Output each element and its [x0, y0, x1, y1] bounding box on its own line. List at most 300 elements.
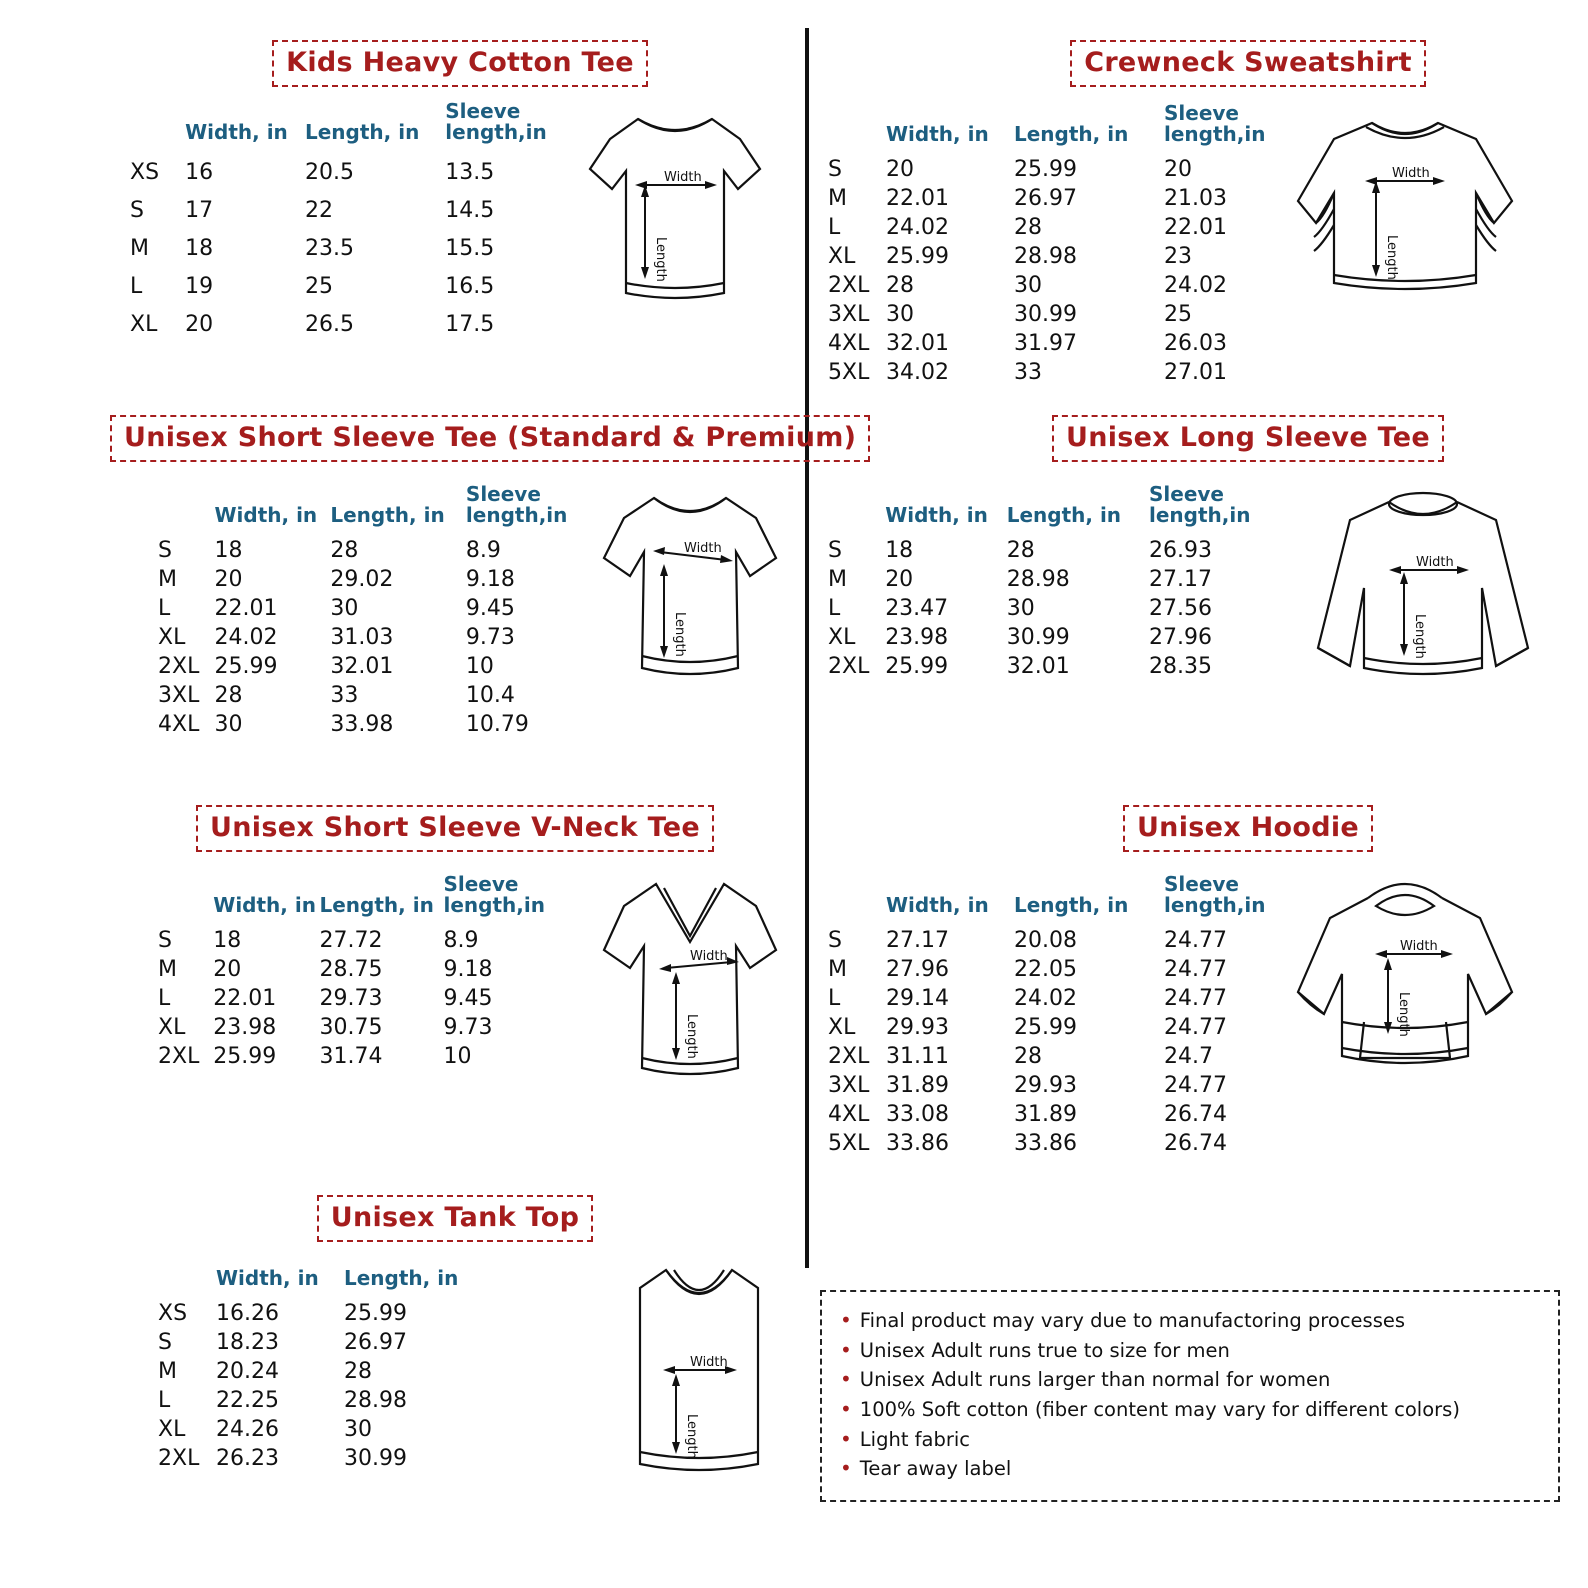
- cell-size: S: [158, 538, 172, 563]
- cell-size: 3XL: [828, 1073, 870, 1098]
- cell-sleeve: 16.5: [445, 273, 495, 299]
- table-row: [158, 623, 574, 652]
- cell-sleeve: 21.03: [1164, 186, 1227, 211]
- cell-size: XL: [828, 625, 856, 650]
- chart-kids-heavy-cotton-tee: [130, 40, 790, 343]
- cell-sleeve: 10: [443, 1044, 472, 1069]
- table-row: [828, 1042, 1274, 1071]
- table-row: [158, 565, 574, 594]
- cell-size: M: [158, 957, 177, 982]
- cell-sleeve: 20: [1164, 157, 1192, 182]
- bullet-icon: •: [840, 1426, 852, 1451]
- size-table: [130, 101, 554, 343]
- size-table: [828, 874, 1274, 1158]
- cell-width: 30: [214, 712, 243, 737]
- cell-sleeve: 15.5: [445, 235, 495, 261]
- table-row: [828, 1129, 1274, 1158]
- table-header-row: [828, 103, 1274, 155]
- cell-sleeve: 26.03: [1164, 331, 1227, 356]
- tshirt-illustration: [580, 472, 800, 701]
- cell-width: 29.93: [886, 1015, 949, 1040]
- cell-sleeve: 9.18: [443, 957, 493, 982]
- cell-width: 27.96: [886, 957, 949, 982]
- cell-width: 33.08: [886, 1102, 949, 1127]
- col-width: Width, in: [885, 503, 988, 527]
- cell-length: 28.75: [319, 957, 383, 982]
- cell-width: 32.01: [886, 331, 949, 356]
- cell-width: 26.23: [216, 1446, 279, 1471]
- cell-length: 28: [344, 1359, 372, 1384]
- figure-length-label: Length: [672, 612, 687, 657]
- col-size: [158, 1268, 216, 1299]
- figure-length-label: Length: [684, 1414, 699, 1459]
- figure-width-label: Width: [664, 170, 702, 185]
- note-text: Light fabric: [859, 1427, 971, 1451]
- cell-width: 31.11: [886, 1044, 949, 1069]
- table-row: [828, 184, 1274, 213]
- table-row: [158, 594, 574, 623]
- cell-length: 22.05: [1014, 957, 1077, 982]
- cell-width: 19: [185, 273, 214, 299]
- cell-length: 33: [1014, 360, 1042, 385]
- table-row: [828, 1013, 1274, 1042]
- chart-title: Unisex Tank Top: [317, 1195, 594, 1242]
- cell-width: 18: [214, 538, 243, 563]
- cell-length: 31.89: [1014, 1102, 1077, 1127]
- col-size: [828, 874, 886, 926]
- cell-width: 28: [214, 683, 243, 708]
- table-row: [828, 358, 1274, 387]
- figure-length-label: Length: [653, 237, 668, 282]
- cell-width: 16: [185, 159, 214, 185]
- cell-sleeve: 24.77: [1164, 986, 1227, 1011]
- sweatshirt-illustration: [1280, 97, 1530, 331]
- note-text: 100% Soft cotton (fiber content may vary for different colors): [859, 1397, 1460, 1421]
- cell-size: XL: [828, 244, 856, 269]
- col-size: [158, 484, 214, 536]
- table-row: [158, 1444, 494, 1473]
- table-row: [828, 565, 1258, 594]
- table-row: [828, 984, 1274, 1013]
- col-width: Width, in: [886, 893, 989, 917]
- notes-box: [820, 1290, 1560, 1502]
- cell-sleeve: 22.01: [1164, 215, 1227, 240]
- hoodie-illustration: [1280, 862, 1530, 1106]
- cell-length: 28.98: [1014, 244, 1077, 269]
- cell-length: 30.99: [1014, 302, 1077, 327]
- col-sleeve: Sleeve length,in: [1164, 872, 1266, 917]
- col-length: Length, in: [1006, 503, 1122, 527]
- cell-size: 5XL: [828, 360, 870, 385]
- table-row: [158, 536, 574, 565]
- table-row: [158, 652, 574, 681]
- size-table: [828, 103, 1274, 387]
- table-row: [828, 536, 1258, 565]
- cell-width: 24.02: [886, 215, 949, 240]
- cell-sleeve: 27.56: [1149, 596, 1212, 621]
- chart-title: Kids Heavy Cotton Tee: [272, 40, 648, 87]
- bullet-icon: •: [840, 1456, 852, 1481]
- cell-sleeve: 13.5: [445, 159, 495, 185]
- cell-length: 25: [304, 273, 333, 299]
- table-row: [158, 1042, 550, 1071]
- col-width: Width, in: [213, 893, 316, 917]
- cell-size: L: [828, 215, 841, 240]
- figure-length-label: Length: [1412, 614, 1427, 659]
- note-item: [840, 1395, 1540, 1425]
- table-row: [158, 1013, 550, 1042]
- table-row: [158, 1415, 494, 1444]
- cell-width: 20: [214, 567, 243, 592]
- cell-size: 2XL: [158, 654, 200, 679]
- cell-sleeve: 27.96: [1149, 625, 1212, 650]
- cell-width: 17: [185, 197, 214, 223]
- cell-size: 4XL: [158, 712, 200, 737]
- cell-length: 29.93: [1014, 1073, 1077, 1098]
- col-sleeve: Sleeve length,in: [1164, 101, 1266, 146]
- cell-size: XL: [158, 625, 186, 650]
- note-text: Unisex Adult runs true to size for men: [859, 1338, 1230, 1362]
- cell-width: 20: [885, 567, 914, 592]
- figure-width-label: Width: [1416, 555, 1454, 570]
- cell-sleeve: 24.77: [1164, 1073, 1227, 1098]
- cell-length: 29.02: [330, 567, 394, 592]
- cell-sleeve: 10: [465, 654, 494, 679]
- cell-size: M: [158, 1359, 177, 1384]
- table-header-row: [828, 484, 1258, 536]
- cell-size: 2XL: [158, 1044, 200, 1069]
- cell-size: XS: [158, 1301, 188, 1326]
- cell-width: 23.47: [885, 596, 949, 621]
- cell-size: XL: [158, 1015, 186, 1040]
- cell-size: L: [158, 986, 171, 1011]
- note-item: [840, 1425, 1540, 1455]
- cell-width: 33.86: [886, 1131, 949, 1156]
- cell-size: S: [828, 157, 842, 182]
- cell-width: 20: [886, 157, 914, 182]
- cell-sleeve: 27.17: [1149, 567, 1212, 592]
- cell-width: 22.01: [213, 986, 277, 1011]
- vneck-tshirt-illustration: [580, 862, 800, 1101]
- chart-title: Unisex Short Sleeve V-Neck Tee: [196, 805, 714, 852]
- col-size: [158, 874, 213, 926]
- cell-sleeve: 25: [1164, 302, 1192, 327]
- cell-size: M: [158, 567, 177, 592]
- cell-size: S: [828, 928, 842, 953]
- cell-size: 2XL: [158, 1446, 200, 1471]
- cell-length: 29.73: [319, 986, 383, 1011]
- cell-width: 25.99: [886, 244, 949, 269]
- vertical-divider: [805, 28, 809, 1268]
- figure-width-label: Width: [690, 949, 728, 964]
- cell-size: M: [828, 957, 847, 982]
- cell-length: 26.97: [344, 1330, 407, 1355]
- cell-width: 18: [185, 235, 214, 261]
- cell-length: 30: [1014, 273, 1042, 298]
- table-row: [828, 329, 1274, 358]
- table-row: [828, 955, 1274, 984]
- cell-width: 23.98: [213, 1015, 277, 1040]
- cell-sleeve: 24.77: [1164, 1015, 1227, 1040]
- col-length: Length, in: [1014, 893, 1129, 917]
- cell-size: XL: [158, 1417, 186, 1442]
- cell-size: XL: [828, 1015, 856, 1040]
- tanktop-illustration: [604, 1252, 794, 1491]
- cell-size: M: [130, 235, 149, 261]
- figure-width-label: Width: [1392, 166, 1430, 181]
- cell-length: 33.98: [330, 712, 394, 737]
- cell-length: 33.86: [1014, 1131, 1077, 1156]
- cell-width: 18: [213, 928, 242, 953]
- cell-length: 28: [1006, 538, 1035, 563]
- cell-size: 2XL: [828, 1044, 870, 1069]
- cell-width: 20: [185, 311, 214, 337]
- table-row: [158, 1328, 494, 1357]
- cell-size: S: [158, 1330, 172, 1355]
- cell-size: S: [828, 538, 842, 563]
- cell-length: 20.5: [304, 159, 354, 185]
- cell-size: S: [158, 928, 172, 953]
- cell-size: 4XL: [828, 331, 870, 356]
- chart-unisex-short-sleeve-tee: [110, 415, 857, 739]
- cell-sleeve: 24.77: [1164, 957, 1227, 982]
- table-row: [130, 267, 554, 305]
- table-row: [828, 213, 1274, 242]
- cell-length: 31.97: [1014, 331, 1077, 356]
- cell-sleeve: 24.7: [1164, 1044, 1213, 1069]
- cell-size: L: [130, 273, 143, 299]
- cell-length: 30: [1006, 596, 1035, 621]
- col-sleeve: Sleeve length,in: [465, 482, 568, 527]
- col-width: Width, in: [185, 120, 288, 144]
- cell-width: 27.17: [886, 928, 949, 953]
- table-row: [130, 229, 554, 267]
- figure-length-label: Length: [1384, 235, 1399, 280]
- cell-sleeve: 26.74: [1164, 1131, 1227, 1156]
- cell-sleeve: 23: [1164, 244, 1192, 269]
- cell-length: 26.97: [1014, 186, 1077, 211]
- cell-width: 24.02: [214, 625, 278, 650]
- cell-sleeve: 24.77: [1164, 928, 1227, 953]
- cell-width: 30: [886, 302, 914, 327]
- cell-sleeve: 14.5: [445, 197, 495, 223]
- cell-sleeve: 9.18: [465, 567, 515, 592]
- cell-length: 30.75: [319, 1015, 383, 1040]
- cell-width: 25.99: [213, 1044, 277, 1069]
- table-header-row: [828, 874, 1274, 926]
- cell-sleeve: 10.4: [465, 683, 515, 708]
- table-row: [158, 1386, 494, 1415]
- table-header-row: [158, 484, 574, 536]
- cell-width: 24.26: [216, 1417, 279, 1442]
- chart-unisex-short-sleeve-v-neck-tee: [110, 805, 800, 1101]
- col-length: Length, in: [304, 120, 420, 144]
- table-row: [828, 271, 1274, 300]
- cell-sleeve: 9.45: [443, 986, 493, 1011]
- table-row: [828, 300, 1274, 329]
- table-row: [158, 1299, 494, 1328]
- cell-length: 28: [1014, 1044, 1042, 1069]
- figure-length-label: Length: [684, 1014, 699, 1059]
- table-row: [828, 926, 1274, 955]
- chart-unisex-long-sleeve-tee: [828, 415, 1548, 706]
- col-width: Width, in: [216, 1266, 319, 1290]
- cell-length: 31.74: [319, 1044, 383, 1069]
- cell-width: 18.23: [216, 1330, 279, 1355]
- cell-size: 5XL: [828, 1131, 870, 1156]
- note-text: Unisex Adult runs larger than normal for women: [859, 1368, 1331, 1392]
- chart-unisex-hoodie: [828, 805, 1548, 1158]
- cell-sleeve: 9.73: [465, 625, 515, 650]
- cell-sleeve: 17.5: [445, 311, 495, 337]
- table-row: [158, 681, 574, 710]
- table-row: [828, 242, 1274, 271]
- cell-size: 2XL: [828, 654, 870, 679]
- table-row: [828, 155, 1274, 184]
- cell-length: 31.03: [330, 625, 394, 650]
- cell-sleeve: 26.74: [1164, 1102, 1227, 1127]
- col-length: Length, in: [1014, 122, 1129, 146]
- cell-length: 30: [330, 596, 359, 621]
- cell-width: 34.02: [886, 360, 949, 385]
- size-table: [828, 484, 1258, 681]
- col-length: Length, in: [330, 503, 445, 527]
- cell-width: 22.25: [216, 1388, 279, 1413]
- chart-unisex-tank-top: [110, 1195, 800, 1491]
- cell-width: 20: [213, 957, 242, 982]
- col-width: Width, in: [214, 503, 318, 527]
- cell-length: 27.72: [319, 928, 383, 953]
- table-header-row: [158, 1268, 494, 1299]
- cell-sleeve: 9.73: [443, 1015, 493, 1040]
- cell-sleeve: 8.9: [443, 928, 479, 953]
- table-row: [828, 594, 1258, 623]
- bullet-icon: •: [840, 1308, 852, 1332]
- cell-size: 4XL: [828, 1102, 870, 1127]
- cell-width: 20.24: [216, 1359, 279, 1384]
- cell-length: 25.99: [1014, 157, 1077, 182]
- table-row: [158, 955, 550, 984]
- col-sleeve: Sleeve length,in: [1149, 482, 1251, 527]
- chart-title: Unisex Short Sleeve Tee (Standard & Premium): [110, 415, 870, 462]
- table-row: [158, 1357, 494, 1386]
- cell-size: S: [130, 197, 144, 223]
- longsleeve-illustration: [1298, 472, 1548, 706]
- cell-width: 22.01: [214, 596, 278, 621]
- cell-length: 25.99: [1014, 1015, 1077, 1040]
- cell-size: L: [828, 596, 841, 621]
- cell-length: 23.5: [304, 235, 354, 261]
- note-item: [840, 1365, 1540, 1395]
- note-text: Final product may vary due to manufactoring processes: [859, 1309, 1406, 1332]
- chart-title: Crewneck Sweatshirt: [1070, 40, 1426, 87]
- cell-width: 31.89: [886, 1073, 949, 1098]
- col-sleeve: Sleeve length,in: [445, 99, 547, 144]
- cell-length: 28: [330, 538, 359, 563]
- cell-sleeve: 9.45: [465, 596, 515, 621]
- cell-width: 18: [885, 538, 914, 563]
- cell-length: 20.08: [1014, 928, 1077, 953]
- col-width: Width, in: [886, 122, 989, 146]
- cell-size: 2XL: [828, 273, 870, 298]
- cell-size: L: [158, 596, 171, 621]
- cell-size: M: [828, 186, 847, 211]
- cell-length: 28.98: [344, 1388, 407, 1413]
- size-table: [158, 874, 550, 1071]
- cell-length: 33: [330, 683, 359, 708]
- table-row: [158, 926, 550, 955]
- cell-sleeve: 26.93: [1149, 538, 1212, 563]
- chart-crewneck-sweatshirt: [828, 40, 1548, 387]
- cell-width: 22.01: [886, 186, 949, 211]
- chart-title: Unisex Long Sleeve Tee: [1052, 415, 1444, 462]
- table-row: [130, 153, 554, 191]
- cell-size: 3XL: [828, 302, 870, 327]
- col-size: [828, 484, 885, 536]
- cell-width: 28: [886, 273, 914, 298]
- cell-size: XL: [130, 311, 158, 337]
- size-table: [158, 1268, 494, 1473]
- note-item: [840, 1454, 1540, 1484]
- cell-sleeve: 28.35: [1149, 654, 1212, 679]
- table-row: [130, 305, 554, 343]
- size-table: [158, 484, 574, 739]
- table-header-row: [130, 101, 554, 153]
- cell-length: 28: [1014, 215, 1042, 240]
- cell-length: 30.99: [1006, 625, 1070, 650]
- cell-length: 24.02: [1014, 986, 1077, 1011]
- cell-length: 30: [344, 1417, 372, 1442]
- cell-width: 25.99: [214, 654, 278, 679]
- cell-length: 26.5: [304, 311, 354, 337]
- note-item: [840, 1306, 1540, 1336]
- cell-length: 30.99: [344, 1446, 407, 1471]
- figure-width-label: Width: [690, 1355, 728, 1370]
- cell-length: 28.98: [1006, 567, 1070, 592]
- cell-sleeve: 24.02: [1164, 273, 1227, 298]
- tshirt-illustration: [560, 97, 790, 331]
- cell-sleeve: 10.79: [465, 712, 529, 737]
- table-row: [158, 710, 574, 739]
- chart-title: Unisex Hoodie: [1123, 805, 1373, 852]
- cell-sleeve: 8.9: [465, 538, 501, 563]
- col-sleeve: Sleeve length,in: [443, 872, 545, 917]
- table-header-row: [158, 874, 550, 926]
- cell-length: 32.01: [330, 654, 394, 679]
- col-size: [828, 103, 886, 155]
- bullet-icon: •: [840, 1337, 852, 1362]
- cell-size: L: [158, 1388, 171, 1413]
- cell-size: M: [828, 567, 847, 592]
- table-row: [158, 984, 550, 1013]
- table-row: [828, 652, 1258, 681]
- cell-length: 32.01: [1006, 654, 1070, 679]
- figure-width-label: Width: [684, 541, 722, 556]
- cell-length: 25.99: [344, 1301, 407, 1326]
- table-row: [828, 623, 1258, 652]
- table-row: [828, 1100, 1274, 1129]
- note-item: [840, 1336, 1540, 1366]
- cell-size: 3XL: [158, 683, 200, 708]
- figure-width-label: Width: [1400, 939, 1438, 954]
- cell-size: L: [828, 986, 841, 1011]
- cell-size: XS: [130, 159, 160, 185]
- table-row: [828, 1071, 1274, 1100]
- col-length: Length, in: [319, 893, 434, 917]
- figure-length-label: Length: [1396, 992, 1411, 1037]
- col-size: [130, 101, 185, 153]
- table-row: [130, 191, 554, 229]
